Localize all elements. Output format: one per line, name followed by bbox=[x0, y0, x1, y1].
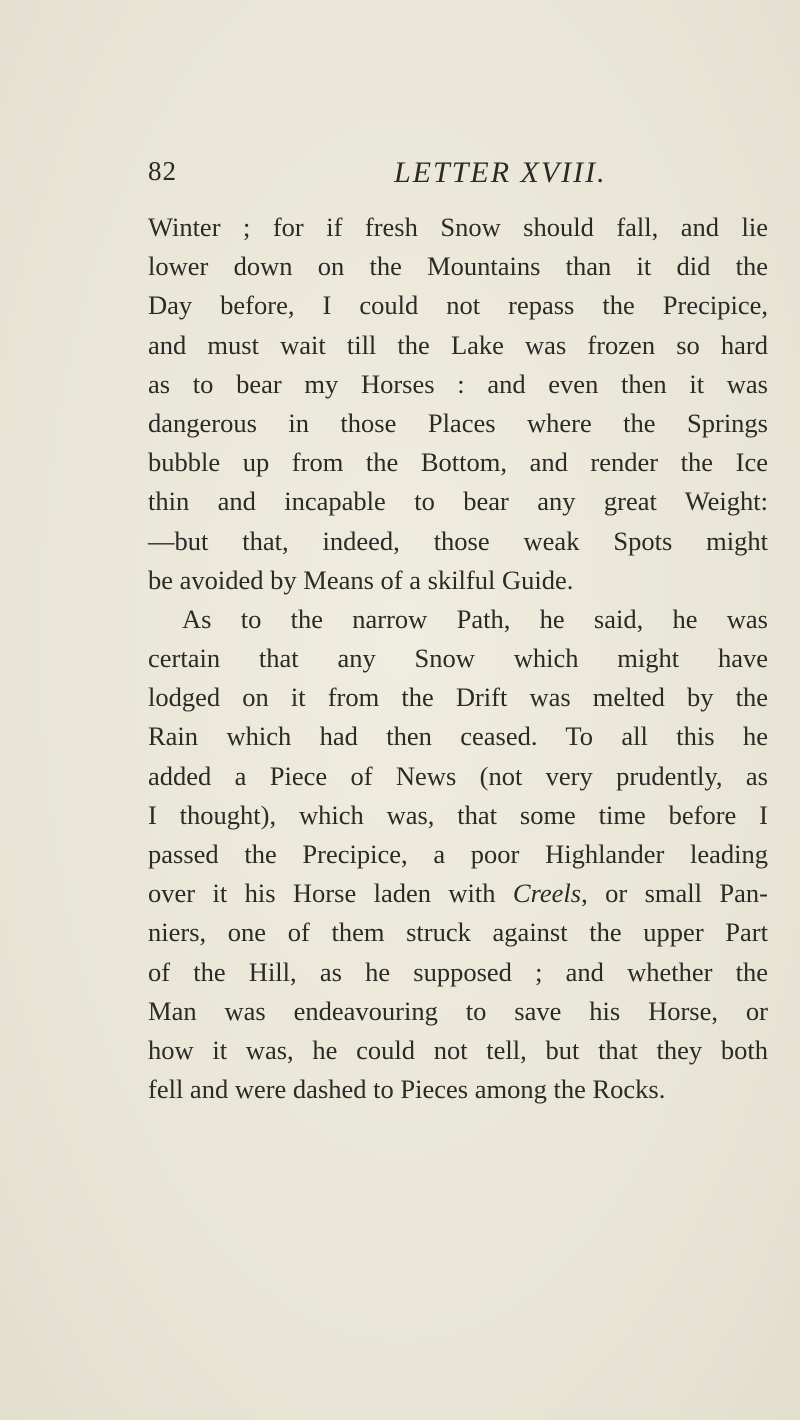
text-line: Winter ; for if fresh Snow should fall, and lie bbox=[148, 212, 768, 242]
text-line: thin and incapable to bear any great Weight: bbox=[148, 486, 768, 517]
text-line: bubble up from the Bottom, and render the Ice bbox=[148, 447, 768, 478]
text-line: as to bear my Horses : and even then it was bbox=[148, 368, 768, 399]
text-segment: , or small Pan- bbox=[581, 878, 768, 909]
text-line: —but that, indeed, those weak Spots might bbox=[148, 525, 768, 556]
italic-term: Creels bbox=[512, 878, 582, 909]
text-line: added a Piece of News (not very prudently, as bbox=[148, 760, 768, 791]
page-header bbox=[148, 156, 768, 200]
text-line: As to the narrow Path, he said, he was bbox=[182, 603, 768, 634]
text-segment: over it his Horse laden with bbox=[148, 878, 513, 909]
page-number: 82 bbox=[148, 156, 177, 186]
text-line: certain that any Snow which might have bbox=[148, 643, 768, 674]
text-line: of the Hill, as he supposed ; and whether the bbox=[148, 956, 768, 987]
text-line: Rain which had then ceased. To all this he bbox=[148, 721, 768, 752]
body-text bbox=[148, 208, 768, 1109]
text-line: I thought), which was, that some time before I bbox=[148, 799, 768, 830]
text-line: dangerous in those Places where the Springs bbox=[148, 407, 768, 438]
text-line: and must wait till the Lake was frozen so hard bbox=[148, 329, 768, 360]
running-head: LETTER XVIII. bbox=[394, 156, 607, 189]
text-line: fell and were dashed to Pieces among the Rocks. bbox=[148, 1074, 666, 1105]
text-line: how it was, he could not tell, but that they both bbox=[148, 1034, 768, 1065]
text-line: niers, one of them struck against the upper Part bbox=[148, 917, 768, 948]
text-line: Man was endeavouring to save his Horse, or bbox=[148, 995, 768, 1026]
text-line bbox=[148, 874, 768, 913]
text-line: lodged on it from the Drift was melted by the bbox=[148, 682, 768, 713]
text-line: be avoided by Means of a skilful Guide. bbox=[148, 564, 574, 595]
text-line: lower down on the Mountains than it did the bbox=[148, 251, 768, 282]
text-line: Day before, I could not repass the Precipice, bbox=[148, 290, 768, 321]
text-line: passed the Precipice, a poor Highlander leading bbox=[148, 839, 768, 869]
